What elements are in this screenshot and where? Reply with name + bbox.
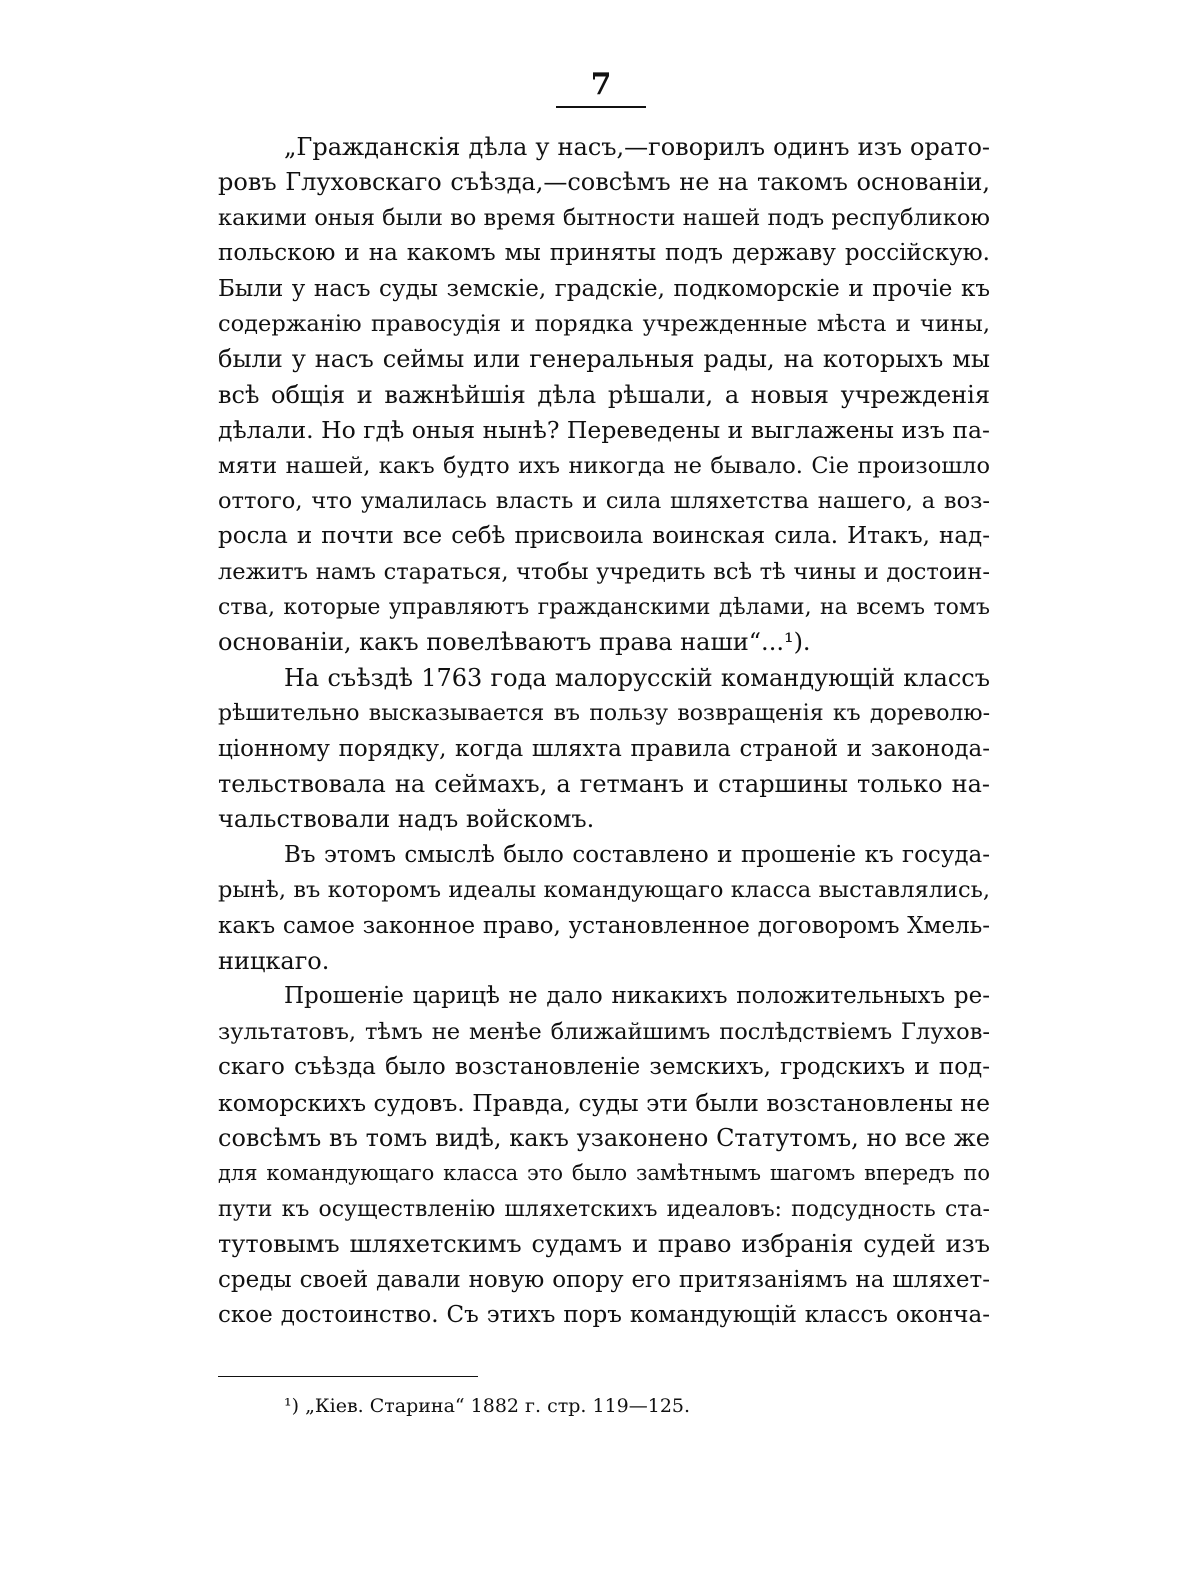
text-line: какъ самое законное право, установленное договоромъ Хмель- [218,912,990,939]
footnote-divider [218,1376,478,1377]
paragraph [218,838,990,980]
text-line: среды своей давали новую опору его притязаніямъ на шляхет- [218,1266,990,1293]
text-line: для командующаго класса это было замѣтнымъ шагомъ впередъ по [218,1161,990,1186]
text-line: пути къ осуществленію шляхетскихъ идеаловъ: подсудность ста- [218,1196,990,1222]
page-number: 7 [590,67,612,102]
text-line: ское достоинство. Съ этихъ поръ командующій классъ оконча- [218,1301,990,1328]
text-line: оттого, что умалилась власть и сила шляхетства нашего, а воз- [218,487,990,514]
text-line: польскою и на какомъ мы приняты подъ державу россійскую. [218,240,990,267]
text-line: рѣшительно высказывается въ пользу возвращенія къ дореволю- [218,701,990,727]
text-line: „Гражданскія дѣла у насъ,—говорилъ одинъ изъ орато- [284,133,990,161]
text-line: ровъ Глуховскаго съѣзда,—совсѣмъ не на такомъ основаніи, [218,168,990,197]
text-line: какими оныя были во время бытности нашей подъ республикою [218,204,990,231]
paragraph [218,661,990,838]
text-line: На съѣздѣ 1763 года малорусскій командующій классъ [284,663,990,692]
text-line: тутовымъ шляхетскимъ судамъ и право избранія судей изъ [218,1230,990,1259]
text-line: всѣ общія и важнѣйшія дѣла рѣшали, а новыя учрежденія [218,380,990,409]
text-line: совсѣмъ въ томъ видѣ, какъ узаконено Статутомъ, но все же [218,1123,990,1152]
text-line: ницкаго. [218,946,330,975]
body-text [218,130,990,1333]
text-line: ства, которые управляютъ гражданскими дѣлами, на всемъ томъ [218,595,990,621]
text-line: коморскихъ судовъ. Правда, суды эти были возстановлены не [218,1088,990,1117]
text-line: ціонному порядку, когда шляхта правила страной и законода- [218,735,990,762]
paragraph [218,979,990,1333]
text-line: основаніи, какъ повелѣваютъ права наши“...¹). [218,628,811,657]
text-line: Въ этомъ смыслѣ было составлено и прошеніе къ госуда- [284,841,990,868]
text-line: Были у насъ суды земскіе, градскіе, подкоморскіе и прочіе къ [218,275,990,302]
text-line: росла и почти все себѣ присвоила воинская сила. Итакъ, над- [218,523,990,550]
text-line: дѣлали. Но гдѣ оныя нынѣ? Переведены и выглажены изъ па- [218,416,990,445]
footnote: ¹) „Кіев. Старина“ 1882 г. стр. 119—125. [284,1395,691,1417]
text-line: рынѣ, въ которомъ идеалы командующаго класса выставлялись, [218,877,990,904]
page-number-rule [556,106,646,108]
text-line: чальствовали надъ войскомъ. [218,805,595,834]
text-line: лежитъ намъ стараться, чтобы учредить всѣ тѣ чины и достоин- [218,558,990,585]
text-line: зультатовъ, тѣмъ не менѣе ближайшимъ послѣдствіемъ Глухов- [218,1018,990,1045]
text-line: тельствовала на сеймахъ, а гетманъ и старшины только на- [218,770,990,799]
text-line: были у насъ сеймы или генеральныя рады, на которыхъ мы [218,345,990,374]
text-line: Прошеніе царицѣ не дало никакихъ положительныхъ ре- [284,983,990,1010]
text-line: мяти нашей, какъ будто ихъ никогда не бывало. Сіе произошло [218,452,990,479]
paragraph [218,130,990,661]
text-line: скаго съѣзда было возстановленіе земскихъ, гродскихъ и под- [218,1054,990,1081]
text-line: содержанію правосудія и порядка учрежденные мѣста и чины, [218,310,990,337]
